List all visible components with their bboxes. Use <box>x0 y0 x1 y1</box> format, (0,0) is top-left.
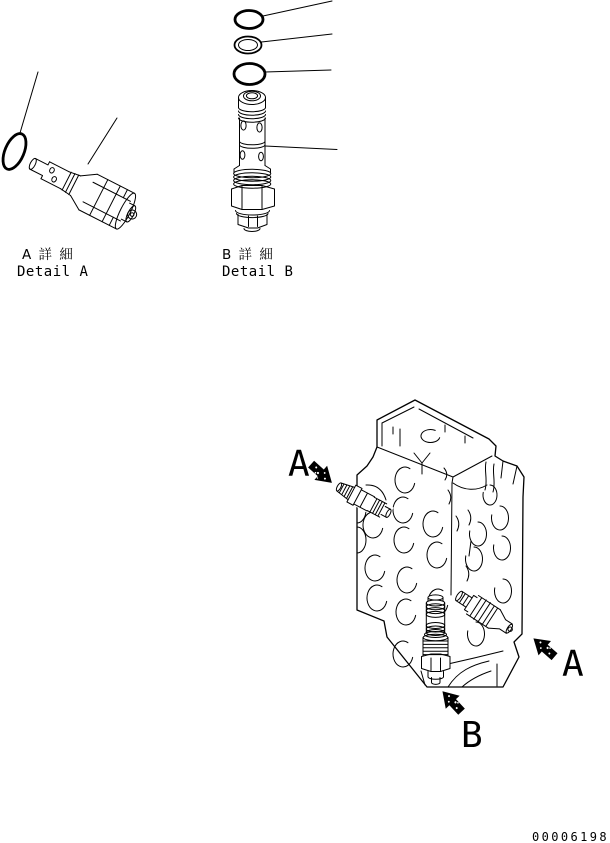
leader-line <box>265 146 337 150</box>
detail-a-title-en: Detail A <box>17 264 89 280</box>
document-number: 00006198 <box>532 830 609 843</box>
leader-line <box>265 70 331 72</box>
view-label-a-right: A <box>562 644 584 685</box>
detail-a-view <box>0 72 145 280</box>
o-ring <box>235 11 263 29</box>
leader-line <box>263 1 332 16</box>
backup-ring <box>235 37 262 54</box>
view-arrow-a-upper-icon <box>305 457 339 490</box>
view-label-a-upper: A <box>288 444 310 485</box>
installed-relief-valve-right <box>451 585 519 640</box>
view-arrow-b-icon <box>436 685 469 718</box>
control-valve-body <box>333 400 524 687</box>
leader-line <box>20 72 38 133</box>
view-arrow-a-right-icon <box>527 631 561 664</box>
o-ring <box>234 64 265 85</box>
detail-b-view <box>222 1 337 280</box>
leader-line <box>262 34 333 42</box>
detail-b-title-en: Detail B <box>222 264 294 280</box>
installed-relief-valve-upper <box>333 478 395 523</box>
detail-b-title-jp: B 詳 細 <box>222 247 275 263</box>
installed-bottom-valve <box>421 595 451 684</box>
relief-valve <box>21 145 145 234</box>
o-ring <box>0 130 31 172</box>
view-label-b: B <box>461 715 483 756</box>
leader-line <box>88 118 117 164</box>
suction-valve <box>232 91 275 232</box>
detail-a-title-jp: A 詳 細 <box>22 247 75 263</box>
